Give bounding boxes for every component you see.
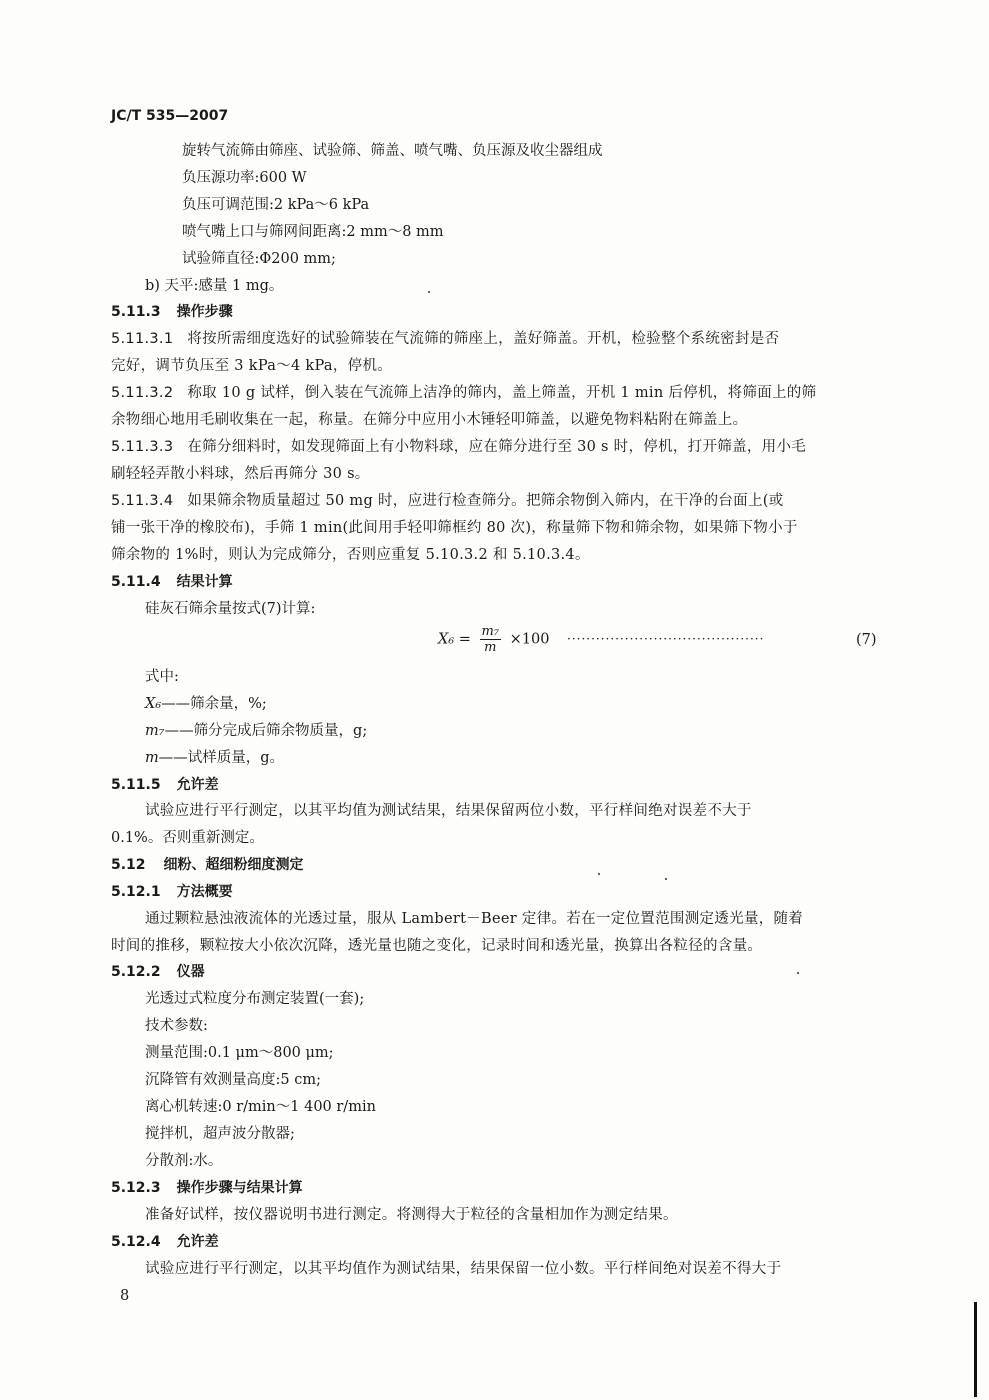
clause-5-11-3-2: 5.11.3.2 称取 10 g 试样，倒入装在气流筛上洁净的筛内，盖上筛盖，开机 1 min 后停机，将筛面上的筛: [111, 385, 817, 401]
text-line: 负压源功率:600 W: [182, 170, 307, 186]
text-line: 时间的推移，颗粒按大小依次沉降，透光量也随之变化，记录时间和透光量，换算出各粒径的含量。: [111, 938, 763, 954]
text-line: 硅灰石筛余量按式(7)计算:: [145, 601, 316, 617]
list-item: 光透过式粒度分布测定装置(一套);: [145, 991, 365, 1007]
list-item: 离心机转速:0 r/min～1 400 r/min: [145, 1099, 376, 1115]
scan-speck: [598, 873, 600, 875]
definition-x6: X₆——筛余量，%;: [145, 696, 267, 712]
formula-lhs: X₆ =: [438, 631, 471, 648]
section-heading-5-12-1: 5.12.1 方法概要: [111, 884, 233, 900]
formula-denominator: m: [484, 640, 497, 655]
scan-speck: [428, 291, 430, 293]
text-line: 喷气嘴上口与筛网间距离:2 mm～8 mm: [182, 224, 444, 240]
text-line: 完好，调节负压至 3 kPa～4 kPa，停机。: [111, 358, 393, 374]
formula-7: [438, 624, 550, 655]
formula-leader: ·········································: [567, 632, 765, 646]
text-line: 试验应进行平行测定，以其平均值作为测试结果，结果保留一位小数。平行样间绝对误差不得大于: [145, 1261, 782, 1277]
text-line: 0.1%。否则重新测定。: [111, 830, 264, 846]
text-line: 余物细心地用毛刷收集在一起，称量。在筛分中应用小木锤轻叩筛盖，以避免物料粘附在筛盖上。: [111, 412, 748, 428]
formula-number: (7): [856, 632, 877, 648]
section-heading-5-11-3: 5.11.3 操作步骤: [111, 304, 233, 320]
section-heading-5-12-4: 5.12.4 允许差: [111, 1234, 219, 1250]
formula-numerator: m₇: [481, 624, 500, 639]
text-line: 试验筛直径:Φ200 mm;: [182, 251, 336, 267]
text-line: 准备好试样，按仪器说明书进行测定。将测得大于粒径的含量相加作为测定结果。: [145, 1207, 678, 1223]
formula-fraction: [480, 624, 502, 655]
section-heading-5-12-3: 5.12.3 操作步骤与结果计算: [111, 1180, 303, 1196]
text-line: 刷轻轻弄散小料球，然后再筛分 30 s。: [111, 466, 370, 482]
list-item: 搅拌机，超声波分散器;: [145, 1126, 295, 1142]
where-label: 式中:: [145, 669, 179, 685]
page-number: 8: [120, 1288, 130, 1304]
section-heading-5-11-4: 5.11.4 结果计算: [111, 574, 233, 590]
section-heading-5-12: 5.12 细粉、超细粉细度测定: [111, 857, 304, 873]
text-line: 负压可调范围:2 kPa～6 kPa: [182, 197, 370, 213]
text-line: 旋转气流筛由筛座、试验筛、筛盖、喷气嘴、负压源及收尘器组成: [182, 143, 603, 159]
definition-m7: m₇——筛分完成后筛余物质量，g;: [145, 723, 368, 739]
list-item: 沉降管有效测量高度:5 cm;: [145, 1072, 321, 1088]
scan-speck: [797, 972, 799, 974]
clause-5-11-3-1: 5.11.3.1 将按所需细度选好的试验筛装在气流筛的筛座上，盖好筛盖。开机，检验整个系统密封是否: [111, 331, 780, 347]
standard-code: JC/T 535—2007: [111, 108, 229, 124]
scan-speck: [665, 878, 667, 880]
formula-multiplier: ×100: [509, 631, 550, 648]
list-item-b: b) 天平:感量 1 mg。: [145, 278, 284, 294]
section-heading-5-12-2: 5.12.2 仪器: [111, 964, 205, 980]
definition-m: m——试样质量，g。: [145, 750, 285, 766]
text-line: 通过颗粒悬浊液流体的光透过量，服从 Lambert－Beer 定律。若在一定位置范围测定透光量，随着: [145, 911, 804, 927]
text-line: 试验应进行平行测定，以其平均值为测试结果，结果保留两位小数，平行样间绝对误差不大于: [145, 803, 752, 819]
list-item: 技术参数:: [145, 1018, 208, 1034]
list-item: 测量范围:0.1 μm～800 μm;: [145, 1045, 334, 1061]
section-heading-5-11-5: 5.11.5 允许差: [111, 777, 219, 793]
scan-edge-line: [974, 1302, 977, 1397]
list-item: 分散剂:水。: [145, 1153, 223, 1169]
text-line: 筛余物的 1%时，则认为完成筛分，否则应重复 5.10.3.2 和 5.10.3.4。: [111, 547, 590, 563]
clause-5-11-3-3: 5.11.3.3 在筛分细料时，如发现筛面上有小物料球，应在筛分进行至 30 s 时，停机，打开筛盖，用小毛: [111, 439, 807, 455]
text-line: 铺一张干净的橡胶布)，手筛 1 min(此间用手轻叩筛框约 80 次)，称量筛下物和筛余物，如果筛下物小于: [111, 520, 798, 536]
clause-5-11-3-4: 5.11.3.4 如果筛余物质量超过 50 mg 时，应进行检查筛分。把筛余物倒入筛内，在干净的台面上(或: [111, 493, 784, 509]
